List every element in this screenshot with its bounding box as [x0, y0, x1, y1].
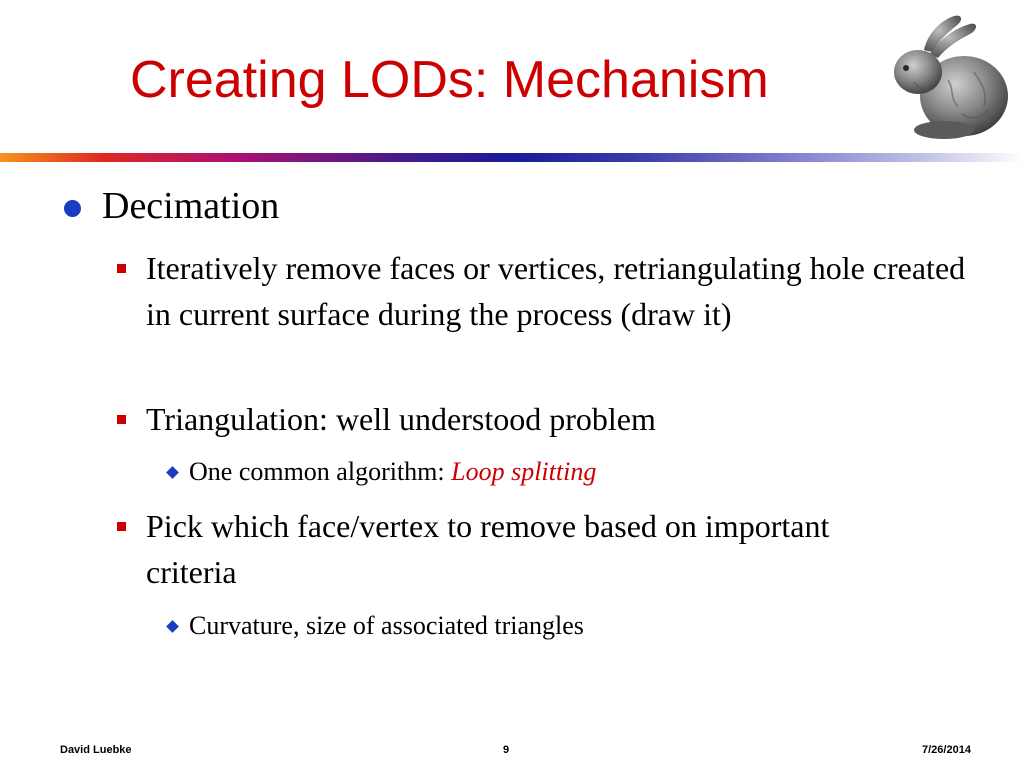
slide-title: Creating LODs: Mechanism [130, 51, 769, 109]
bullet-text: Pick which face/vertex to remove based on important criteria [146, 508, 830, 590]
bullet-text: Decimation [102, 185, 280, 227]
square-bullet-icon [117, 264, 126, 273]
bullet-text: Triangulation: well understood problem [146, 401, 656, 437]
bullet-text: Iteratively remove faces or vertices, retriangulating hole created in current surface during the process (draw it) [146, 250, 966, 332]
algorithm-name: Loop splitting [451, 457, 597, 486]
algorithm-prefix: One common algorithm: [189, 457, 452, 486]
square-bullet-icon [117, 415, 126, 424]
square-bullet-icon [117, 522, 126, 531]
bullet-text [189, 456, 596, 488]
round-bullet-icon [64, 200, 81, 217]
bullet-text: Curvature, size of associated triangles [189, 611, 584, 640]
footer-date: 7/26/2014 [922, 744, 971, 756]
stanford-bunny-icon [884, 10, 1012, 142]
footer-page-number: 9 [503, 744, 510, 756]
diamond-bullet-icon [166, 466, 179, 479]
footer-author: David Luebke [60, 744, 132, 756]
title-underline [0, 153, 1024, 162]
diamond-bullet-icon [166, 620, 179, 633]
